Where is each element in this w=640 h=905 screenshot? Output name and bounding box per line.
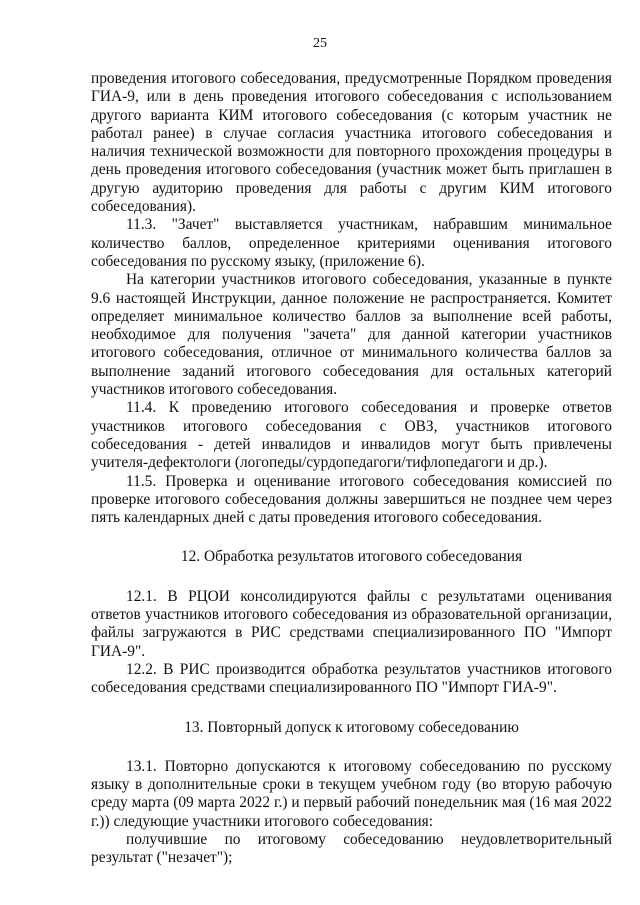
paragraph-11-3-exception: На категории участников итогового собеседования, указанные в пункте 9.6 настоящей Инструкции, данное положение не распространяется. Комитет определяет минимальное количество баллов за выполнение всей работы, необходимое для получения "зачета" для данной категории участников итогового собеседования, отличное от минимального количества баллов за выполнение заданий итогового собеседования для остальных категорий участников итогового собеседования.	[91, 271, 612, 399]
paragraph-11-2-continuation: проведения итогового собеседования, предусмотренные Порядком проведения ГИА-9, или в день проведения итогового собеседования с использованием другого варианта КИМ итогового собеседования (с которым участник не работал ранее) в случае согласия участника итогового собеседования и наличия технической возможности для повторного прохождения процедуры в день проведения итогового собеседования (участник может быть приглашен в другую аудиторию проведения для работы с другим КИМ итогового собеседования).	[91, 70, 612, 216]
paragraph-12-2: 12.2. В РИС производится обработка результатов участников итогового собеседования средствами специализированного ПО "Импорт ГИА-9".	[91, 660, 612, 697]
paragraph-11-5: 11.5. Проверка и оценивание итогового собеседования комиссией по проверке итогового собеседования должны завершиться не позднее чем через пять календарных дней с даты проведения итогового собеседования.	[91, 472, 612, 527]
paragraph-13-1: 13.1. Повторно допускаются к итоговому собеседованию по русскому языку в дополнительные сроки в текущем учебном году (во вторую рабочую среду марта (09 марта 2022 г.) и первый рабочий понедельник мая (16 мая 2022 г.)) следующие участники итогового собеседования:	[91, 757, 612, 830]
section-12-heading: 12. Обработка результатов итогового собеседования	[180, 548, 523, 566]
paragraph-13-1-item: получившие по итоговому собеседованию неудовлетворительный результат ("незачет");	[91, 830, 612, 867]
paragraph-12-1: 12.1. В РЦОИ консолидируются файлы с результатами оценивания ответов участников итогового собеседования из образовательной организации, файлы загружаются в РИС средствами специализированного ПО "Импорт ГИА-9".	[91, 587, 612, 660]
section-13-heading: 13. Повторный допуск к итоговому собеседованию	[184, 718, 519, 736]
paragraph-11-4: 11.4. К проведению итогового собеседования и проверке ответов участников итогового собеседования с ОВЗ, участников итогового собеседования - детей инвалидов и инвалидов могут быть привлечены учителя-дефектологи (логопеды/сурдопедагоги/тифлопедагоги и др.).	[91, 399, 612, 472]
paragraph-11-3: 11.3. "Зачет" выставляется участникам, набравшим минимальное количество баллов, определенное критериями оценивания итогового собеседования по русскому языку, (приложение 6).	[91, 216, 612, 270]
document-body	[91, 70, 612, 868]
page-number: 25	[313, 36, 327, 51]
